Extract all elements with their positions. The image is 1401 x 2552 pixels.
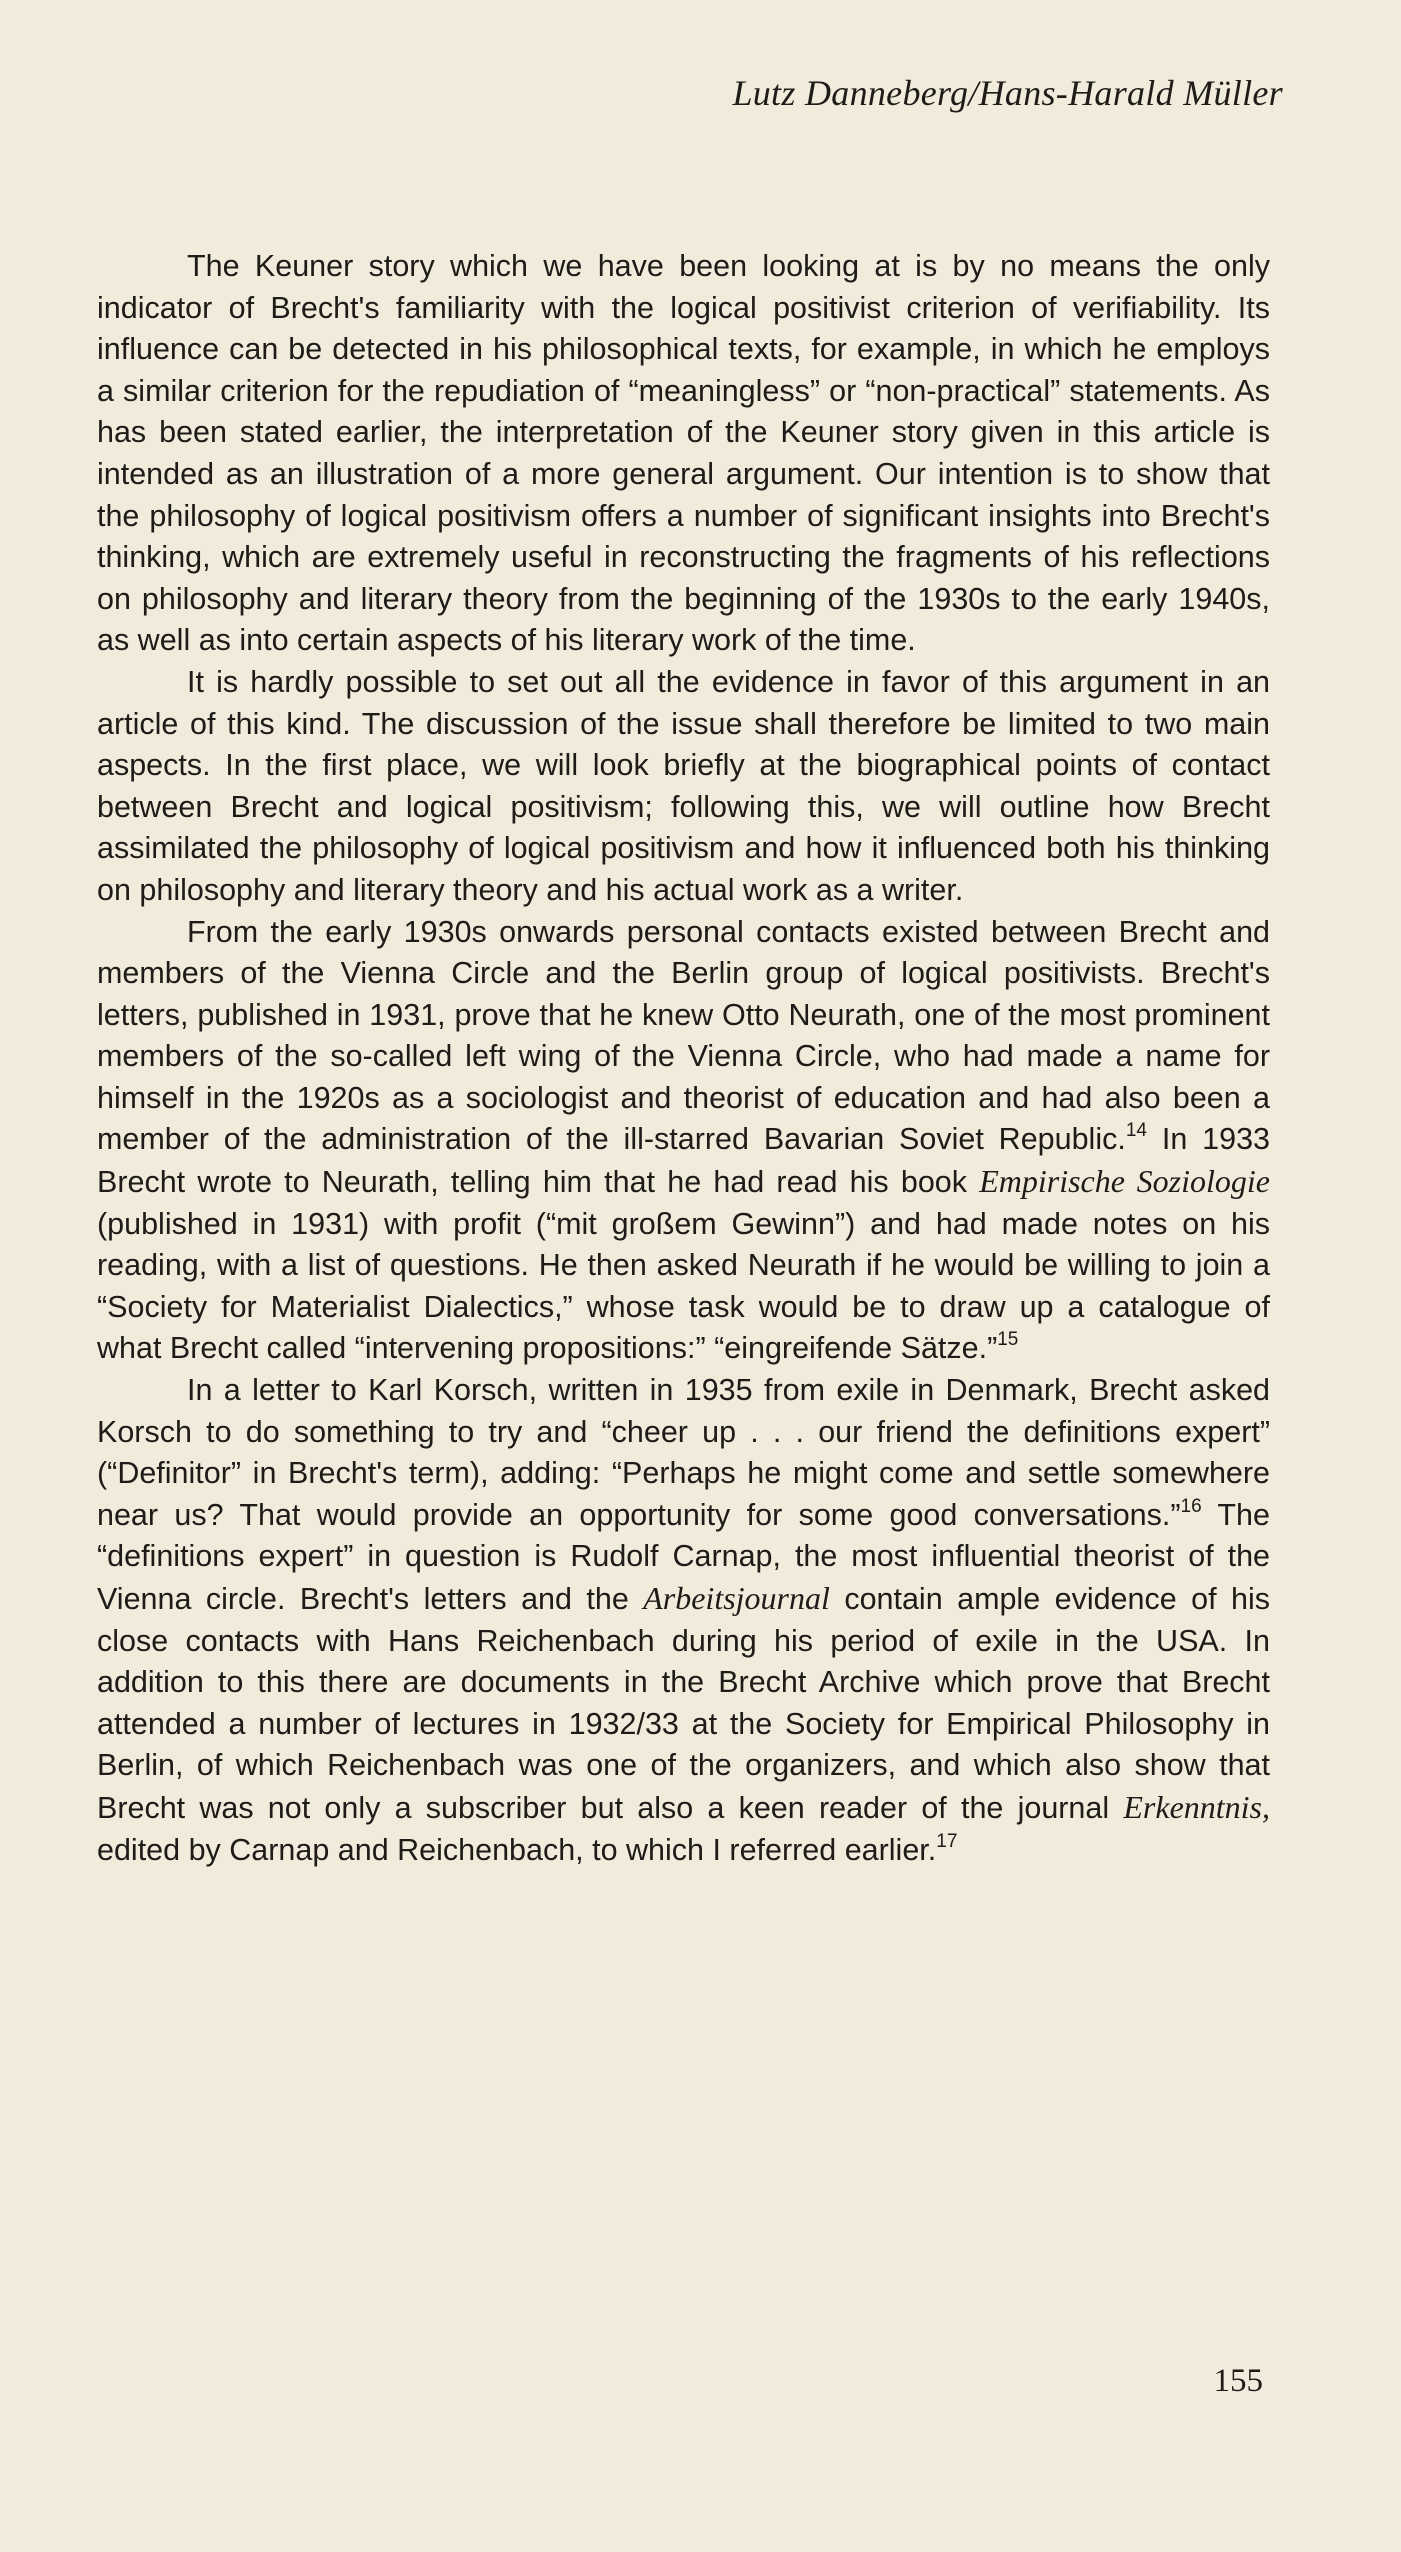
paragraph-3-text: (published in 1931) with profit (“mit großem Gewinn”) and had made notes on his reading, with a list of questions. He then asked Neurath if he would be willing to join a “Society for Materialist Dialectics,” whose task would be to draw up a catalogue of what Brecht called “intervening propositions:” “eingreifende Sätze.” <box>97 1206 1270 1366</box>
paragraph-3-text: From the early 1930s onwards personal contacts existed between Brecht and members of the Vienna Circle and the Berlin group of logical positivists. Brecht's letters, published in 1931, prove that he knew Otto Neurath, one of the most prominent members of the so-called left wing of the Vienna Circle, who had made a name for himself in the 1920s as a sociologist and theorist of education and had also been a member of the administration of the ill-starred Bavarian Soviet Republic. <box>97 914 1270 1157</box>
book-title-empirische-soziologie: Empirische Soziologie <box>979 1163 1271 1200</box>
paragraph-1: The Keuner story which we have been looking at is by no means the only indicator of Brecht's familiarity with the logical positivist criterion of verifiability. Its influence can be detected in his philosophical texts, for example, in which he employs a similar criterion for the repudiation of “meaningless” or “non-practical” statements. As has been stated earlier, the interpretation of the Keuner story given in this article is intended as an illustration of a more general argument. Our intention is to show that the philosophy of logical positivism offers a number of significant insights into Brecht's thinking, which are extremely useful in reconstructing the fragments of his reflections on philosophy and literary theory from the beginning of the 1930s to the early 1940s, as well as into certain aspects of his literary work of the time. <box>97 249 1270 658</box>
page-number: 155 <box>1213 2363 1263 2399</box>
running-head: Lutz Danneberg/Hans-Harald Müller <box>732 73 1283 113</box>
footnote-ref-14: 14 <box>1125 1120 1147 1142</box>
footnote-ref-16: 16 <box>1180 1495 1202 1517</box>
paragraph-3 <box>97 912 1270 1371</box>
paragraph-4 <box>97 1370 1270 1871</box>
title-arbeitsjournal: Arbeitsjournal <box>643 1580 830 1616</box>
paragraph-4-text: In a letter to Karl Korsch, written in 1935 from exile in Denmark, Brecht asked Korsch to do something to try and “cheer up . . . our friend the definitions expert” (“Definitor” in Brecht's term), adding: “Perhaps he might come and settle somewhere near us? That would provide an opportunity for some good conversations.” <box>97 1373 1270 1532</box>
paragraph-4-text: contain ample evidence of his close contacts with Hans Reichenbach during his period of exile in the USA. In addition to this there are documents in the Brecht Archive which prove that Brecht attended a number of lectures in 1932/33 at the Society for Empirical Philosophy in Berlin, of which Reichenbach was one of the organizers, and which also show that Brecht was not only a subscriber but also a keen reader of the journal <box>97 1582 1270 1825</box>
paragraph-3-text: In 1933 Brecht wrote to Neurath, telling him that he had read his book <box>97 1122 1270 1200</box>
paragraph-4-text: edited by Carnap and Reichenbach, to which I referred earlier. <box>97 1832 937 1867</box>
footnote-ref-15: 15 <box>997 1329 1019 1351</box>
footnote-ref-17: 17 <box>936 1830 958 1852</box>
paragraph-4-text: The “definitions expert” in question is Rudolf Carnap, the most influential theorist of the Vienna circle. Brecht's letters and the <box>97 1497 1270 1616</box>
journal-title-erkenntnis: Erkenntnis, <box>1123 1788 1270 1825</box>
article-body <box>97 246 1270 1871</box>
paragraph-2: It is hardly possible to set out all the evidence in favor of this argument in an article of this kind. The discussion of the issue shall therefore be limited to two main aspects. In the first place, we will look briefly at the biographical points of contact between Brecht and logical positivism; following this, we will outline how Brecht assimilated the philosophy of logical positivism and how it influenced both his thinking on philosophy and literary theory and his actual work as a writer. <box>97 664 1270 907</box>
